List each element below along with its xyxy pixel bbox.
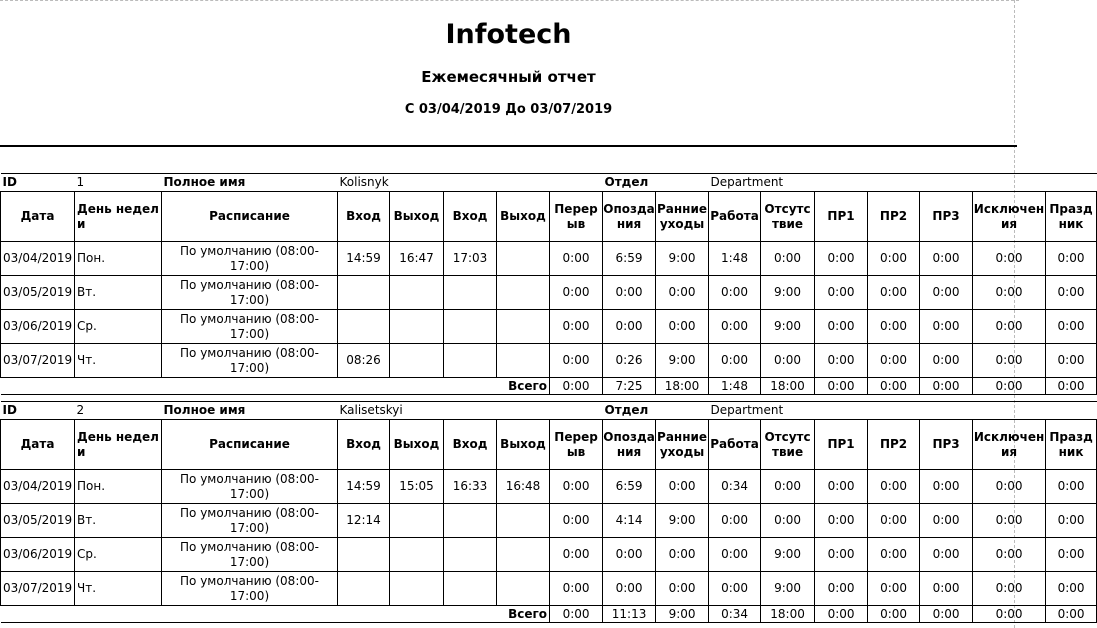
column-header: ПР1: [815, 192, 868, 242]
table-cell: 03/07/2019: [1, 344, 75, 378]
table-cell: [497, 504, 550, 538]
table-cell: 0:00: [973, 504, 1046, 538]
table-cell: 0:00: [973, 470, 1046, 504]
employee-table: [0, 401, 1097, 623]
totals-cell: 9:00: [656, 606, 709, 623]
column-header: Расписание: [162, 420, 338, 470]
table-cell: 08:26: [338, 344, 390, 378]
table-cell: [444, 344, 497, 378]
table-cell: 4:14: [603, 504, 656, 538]
table-cell: 9:00: [656, 344, 709, 378]
table-cell: 16:33: [444, 470, 497, 504]
table-cell: 0:00: [815, 276, 868, 310]
table-cell: 0:00: [920, 538, 973, 572]
table-cell: 0:34: [709, 470, 761, 504]
totals-cell: 0:00: [868, 378, 920, 395]
table-cell: По умолчанию (08:00-17:00): [162, 344, 338, 378]
table-cell: [390, 504, 444, 538]
table-cell: 03/06/2019: [1, 538, 75, 572]
table-cell: 0:00: [656, 538, 709, 572]
table-cell: 0:26: [603, 344, 656, 378]
column-header: День недели: [75, 192, 162, 242]
table-cell: 0:00: [815, 538, 868, 572]
table-cell: 0:00: [920, 242, 973, 276]
table-cell: По умолчанию (08:00-17:00): [162, 242, 338, 276]
table-cell: 0:00: [973, 310, 1046, 344]
column-header: День недели: [75, 420, 162, 470]
column-header: ПР3: [920, 420, 973, 470]
column-header: Ранние уходы: [656, 420, 709, 470]
table-cell: [444, 504, 497, 538]
table-cell: [390, 572, 444, 606]
table-cell: 03/07/2019: [1, 572, 75, 606]
header-divider: [0, 145, 1017, 147]
table-cell: [338, 572, 390, 606]
table-cell: [390, 344, 444, 378]
table-cell: По умолчанию (08:00-17:00): [162, 504, 338, 538]
column-header: Вход: [444, 420, 497, 470]
table-cell: 0:00: [709, 276, 761, 310]
table-cell: [444, 538, 497, 572]
table-cell: 0:00: [1046, 310, 1097, 344]
table-cell: [390, 276, 444, 310]
table-cell: 0:00: [656, 572, 709, 606]
table-cell: 0:00: [550, 538, 603, 572]
column-header: Вход: [444, 192, 497, 242]
table-cell: 16:48: [497, 470, 550, 504]
table-cell: 03/04/2019: [1, 470, 75, 504]
table-cell: 0:00: [550, 242, 603, 276]
table-cell: Пон.: [75, 470, 162, 504]
column-header: Выход: [497, 420, 550, 470]
totals-label: Всего: [497, 378, 550, 395]
table-cell: 0:00: [868, 242, 920, 276]
employee-table: [0, 173, 1097, 395]
table-cell: 0:00: [1046, 470, 1097, 504]
table-cell: 0:00: [815, 242, 868, 276]
column-header-row: [1, 420, 1097, 470]
table-cell: [497, 276, 550, 310]
totals-cell: 0:00: [550, 606, 603, 623]
employee-info-row: [1, 402, 1097, 420]
column-header: Праздник: [1046, 192, 1097, 242]
table-cell: Ср.: [75, 310, 162, 344]
table-cell: Вт.: [75, 504, 162, 538]
table-cell: [338, 310, 390, 344]
column-header: ПР2: [868, 420, 920, 470]
table-cell: 0:00: [709, 572, 761, 606]
full-name-label: Полное имя: [162, 402, 338, 420]
table-cell: 0:00: [920, 504, 973, 538]
table-row: [1, 344, 1097, 378]
column-header: Вход: [338, 420, 390, 470]
totals-label: Всего: [497, 606, 550, 623]
table-cell: Вт.: [75, 276, 162, 310]
column-header: Расписание: [162, 192, 338, 242]
table-cell: 9:00: [761, 276, 815, 310]
table-cell: 9:00: [761, 538, 815, 572]
table-cell: 12:14: [338, 504, 390, 538]
table-cell: 0:00: [973, 572, 1046, 606]
table-row: [1, 538, 1097, 572]
department-label: Отдел: [603, 174, 709, 192]
table-cell: 1:48: [709, 242, 761, 276]
employee-department: Department: [709, 402, 1097, 420]
table-cell: [497, 572, 550, 606]
column-header: Перерыв: [550, 192, 603, 242]
column-header: Опоздания: [603, 420, 656, 470]
column-header: Дата: [1, 192, 75, 242]
table-cell: 0:00: [868, 470, 920, 504]
table-cell: Ср.: [75, 538, 162, 572]
table-cell: 0:00: [920, 276, 973, 310]
column-header: Выход: [497, 192, 550, 242]
table-cell: 0:00: [815, 504, 868, 538]
table-cell: 0:00: [1046, 276, 1097, 310]
column-header: Исключения: [973, 420, 1046, 470]
totals-cell: 18:00: [761, 606, 815, 623]
totals-spacer: [1, 606, 497, 623]
totals-cell: 0:00: [815, 378, 868, 395]
table-row: [1, 310, 1097, 344]
totals-cell: 0:00: [815, 606, 868, 623]
table-cell: [338, 276, 390, 310]
table-cell: [497, 242, 550, 276]
table-cell: 03/04/2019: [1, 242, 75, 276]
table-cell: 0:00: [761, 344, 815, 378]
totals-cell: 0:00: [973, 606, 1046, 623]
table-cell: 6:59: [603, 242, 656, 276]
column-header: Выход: [390, 420, 444, 470]
table-cell: 0:00: [973, 242, 1046, 276]
table-cell: 03/06/2019: [1, 310, 75, 344]
table-cell: 0:00: [815, 310, 868, 344]
id-label: ID: [1, 402, 75, 420]
table-cell: 0:00: [868, 538, 920, 572]
table-cell: 0:00: [868, 572, 920, 606]
id-label: ID: [1, 174, 75, 192]
report-title: Ежемесячный отчет: [421, 68, 596, 86]
table-cell: По умолчанию (08:00-17:00): [162, 470, 338, 504]
table-cell: 0:00: [815, 470, 868, 504]
totals-cell: 11:13: [603, 606, 656, 623]
spacer: [550, 174, 603, 192]
table-cell: 17:03: [444, 242, 497, 276]
table-cell: 9:00: [761, 572, 815, 606]
table-cell: 0:00: [656, 310, 709, 344]
table-cell: 0:00: [1046, 242, 1097, 276]
employee-department: Department: [709, 174, 1097, 192]
table-cell: 0:00: [656, 470, 709, 504]
column-header: Ранние уходы: [656, 192, 709, 242]
table-cell: 0:00: [550, 572, 603, 606]
table-cell: [338, 538, 390, 572]
table-cell: 0:00: [920, 470, 973, 504]
column-header: Работа: [709, 192, 761, 242]
totals-cell: 0:00: [1046, 606, 1097, 623]
table-cell: 0:00: [603, 572, 656, 606]
table-cell: По умолчанию (08:00-17:00): [162, 572, 338, 606]
table-cell: 14:59: [338, 470, 390, 504]
table-cell: 0:00: [603, 538, 656, 572]
employee-id: 1: [75, 174, 162, 192]
spacer: [550, 402, 603, 420]
table-cell: [390, 538, 444, 572]
table-cell: 0:00: [550, 310, 603, 344]
table-cell: [497, 310, 550, 344]
table-cell: 03/05/2019: [1, 276, 75, 310]
table-cell: 0:00: [1046, 572, 1097, 606]
totals-spacer: [1, 378, 497, 395]
totals-cell: 18:00: [761, 378, 815, 395]
table-cell: 9:00: [656, 242, 709, 276]
totals-cell: 0:00: [920, 378, 973, 395]
employee-info-row: [1, 174, 1097, 192]
table-cell: 0:00: [709, 310, 761, 344]
table-cell: 0:00: [815, 344, 868, 378]
table-cell: 0:00: [709, 504, 761, 538]
totals-cell: 0:00: [973, 378, 1046, 395]
table-cell: 9:00: [656, 504, 709, 538]
column-header: Дата: [1, 420, 75, 470]
table-cell: 0:00: [973, 538, 1046, 572]
table-cell: 0:00: [920, 310, 973, 344]
table-cell: 0:00: [868, 344, 920, 378]
table-cell: 0:00: [1046, 504, 1097, 538]
table-cell: 0:00: [761, 470, 815, 504]
column-header: Опоздания: [603, 192, 656, 242]
column-header: Перерыв: [550, 420, 603, 470]
table-cell: Чт.: [75, 344, 162, 378]
company-name: Infotech: [445, 19, 572, 50]
table-cell: Пон.: [75, 242, 162, 276]
employee-name: Kalisetskyi: [338, 402, 550, 420]
table-cell: 0:00: [868, 276, 920, 310]
totals-cell: 1:48: [709, 378, 761, 395]
totals-row: [1, 606, 1097, 623]
totals-cell: 7:25: [603, 378, 656, 395]
table-cell: [497, 538, 550, 572]
column-header: Отсутствие: [761, 420, 815, 470]
table-cell: 0:00: [761, 504, 815, 538]
table-cell: 0:00: [868, 504, 920, 538]
table-cell: 03/05/2019: [1, 504, 75, 538]
column-header: Вход: [338, 192, 390, 242]
table-cell: [497, 344, 550, 378]
table-cell: [444, 572, 497, 606]
table-cell: [390, 310, 444, 344]
totals-cell: 0:00: [920, 606, 973, 623]
totals-cell: 0:00: [1046, 378, 1097, 395]
table-row: [1, 504, 1097, 538]
column-header: Исключения: [973, 192, 1046, 242]
column-header: ПР1: [815, 420, 868, 470]
table-row: [1, 242, 1097, 276]
table-cell: 6:59: [603, 470, 656, 504]
table-cell: По умолчанию (08:00-17:00): [162, 276, 338, 310]
table-cell: 16:47: [390, 242, 444, 276]
table-cell: 0:00: [815, 572, 868, 606]
table-cell: 0:00: [656, 276, 709, 310]
table-cell: 0:00: [709, 538, 761, 572]
totals-row: [1, 378, 1097, 395]
employee-id: 2: [75, 402, 162, 420]
department-label: Отдел: [603, 402, 709, 420]
table-cell: По умолчанию (08:00-17:00): [162, 538, 338, 572]
table-row: [1, 572, 1097, 606]
table-row: [1, 470, 1097, 504]
totals-cell: 0:34: [709, 606, 761, 623]
table-cell: 0:00: [550, 344, 603, 378]
column-header: ПР2: [868, 192, 920, 242]
table-cell: 0:00: [868, 310, 920, 344]
table-cell: 0:00: [603, 276, 656, 310]
table-cell: 0:00: [550, 276, 603, 310]
table-cell: 0:00: [973, 344, 1046, 378]
full-name-label: Полное имя: [162, 174, 338, 192]
table-cell: 0:00: [603, 310, 656, 344]
column-header-row: [1, 192, 1097, 242]
column-header: Отсутствие: [761, 192, 815, 242]
column-header: Выход: [390, 192, 444, 242]
table-cell: 0:00: [709, 344, 761, 378]
table-cell: 0:00: [1046, 344, 1097, 378]
employee-name: Kolisnyk: [338, 174, 550, 192]
totals-cell: 0:00: [868, 606, 920, 623]
table-row: [1, 276, 1097, 310]
totals-cell: 18:00: [656, 378, 709, 395]
table-cell: 0:00: [550, 504, 603, 538]
table-cell: Чт.: [75, 572, 162, 606]
column-header: Работа: [709, 420, 761, 470]
table-cell: 14:59: [338, 242, 390, 276]
page-top-border: [0, 0, 1019, 1]
table-cell: 0:00: [973, 276, 1046, 310]
table-cell: По умолчанию (08:00-17:00): [162, 310, 338, 344]
table-cell: 15:05: [390, 470, 444, 504]
column-header: Праздник: [1046, 420, 1097, 470]
table-cell: 0:00: [920, 344, 973, 378]
totals-cell: 0:00: [550, 378, 603, 395]
table-cell: [444, 276, 497, 310]
table-cell: 9:00: [761, 310, 815, 344]
table-cell: 0:00: [1046, 538, 1097, 572]
table-cell: 0:00: [920, 572, 973, 606]
table-cell: 0:00: [550, 470, 603, 504]
column-header: ПР3: [920, 192, 973, 242]
table-cell: 0:00: [761, 242, 815, 276]
table-cell: [444, 310, 497, 344]
report-period: С 03/04/2019 До 03/07/2019: [404, 102, 613, 117]
